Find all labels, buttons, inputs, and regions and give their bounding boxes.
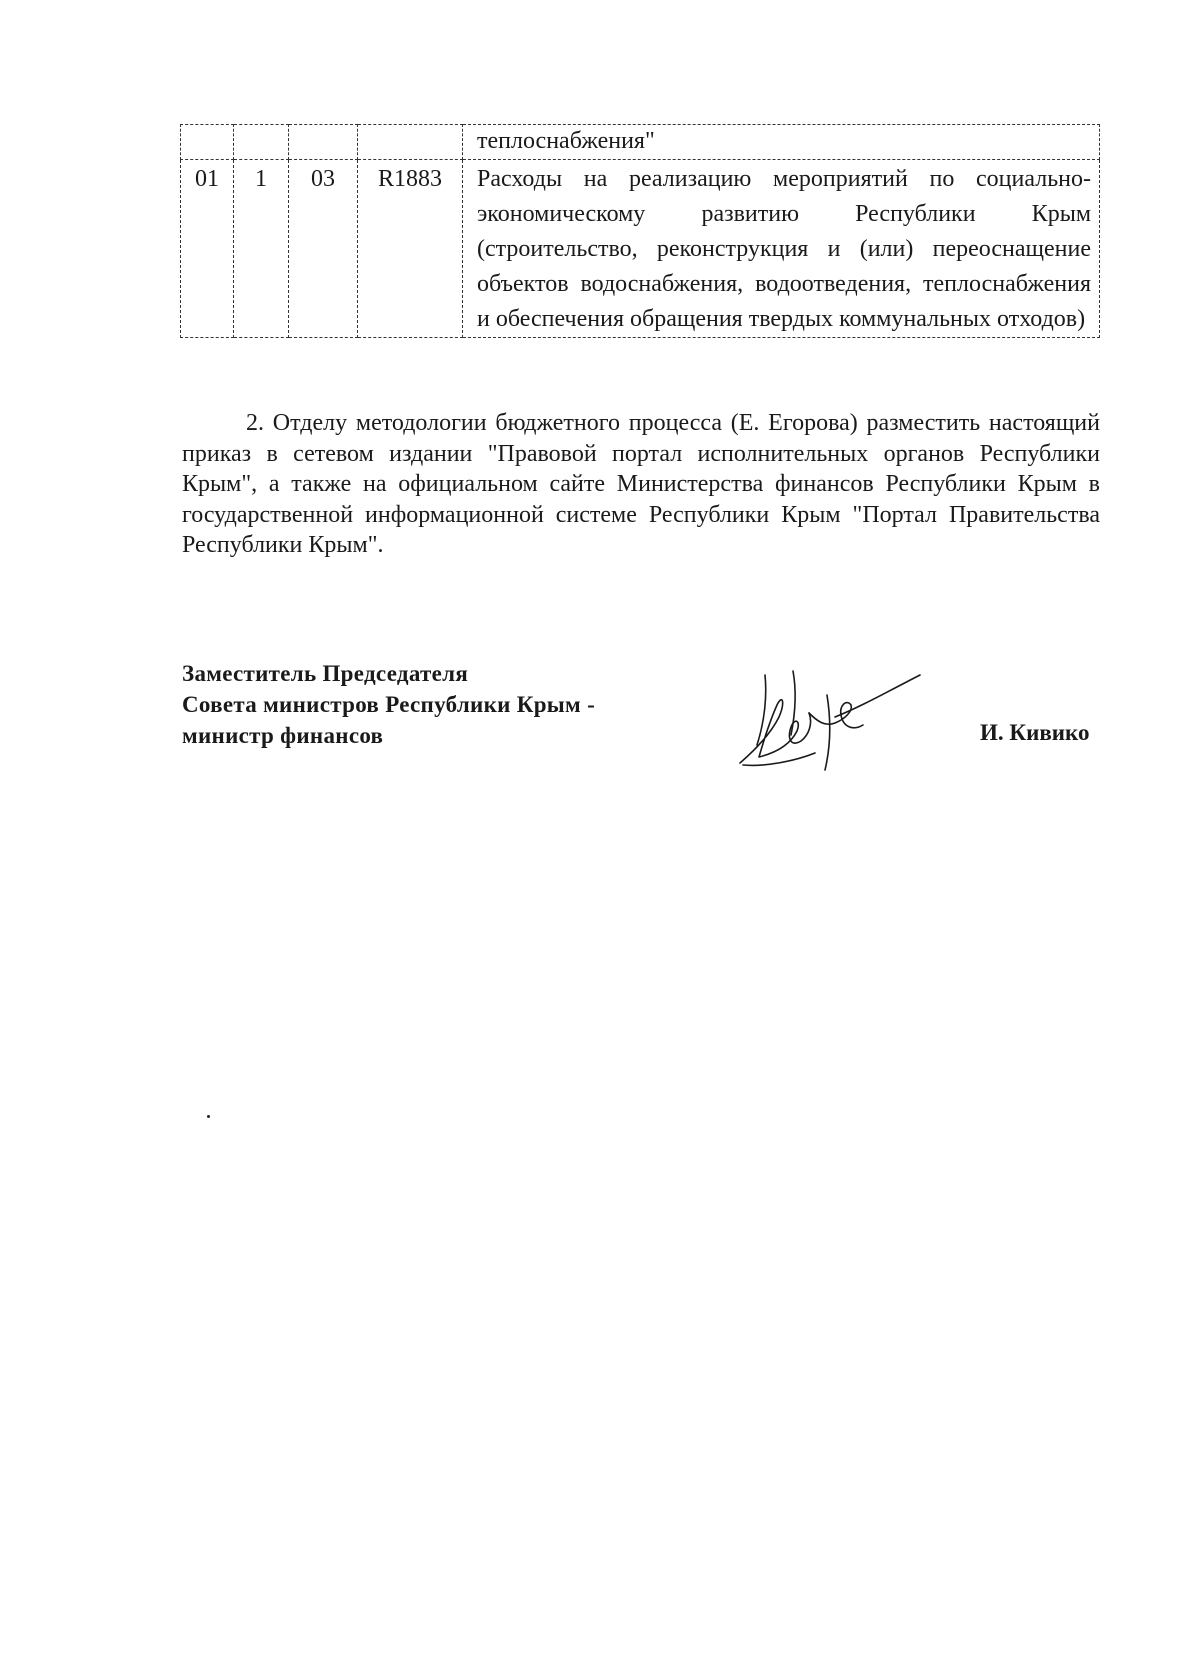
table-cell-direction-code: R1883: [358, 160, 463, 338]
table-cell-program: [181, 125, 234, 160]
signatory-position-line: Совета министров Республики Крым -: [182, 692, 596, 717]
signatory-position-line: Заместитель Председателя: [182, 661, 469, 686]
handwritten-signature: [735, 665, 925, 775]
table-cell-description: теплоснабжения": [463, 125, 1100, 160]
table-cell-subprogram: 1: [234, 160, 289, 338]
signatory-position-line: министр финансов: [182, 723, 384, 748]
table-cell-activity: [289, 125, 358, 160]
table-cell-subprogram: [234, 125, 289, 160]
signatory-position: [182, 658, 595, 751]
table-cell-direction-code: [358, 125, 463, 160]
budget-code-table: [180, 124, 1100, 338]
scan-speck: [207, 1115, 210, 1118]
table-cell-description: Расходы на реализацию мероприятий по социально-экономическому развитию Республики Крым (строительство, реконструкция и (или) переоснащение объектов водоснабжения, водоотведения, теплоснабжения и обеспечения обращения твердых коммунальных отходов): [463, 160, 1100, 338]
signatory-name: И. Кивико: [980, 720, 1090, 745]
table-cell-program: 01: [181, 160, 234, 338]
table-cell-activity: 03: [289, 160, 358, 338]
table-row: [181, 160, 1100, 338]
instruction-paragraph: 2. Отделу методологии бюджетного процесса (Е. Егорова) разместить настоящий приказ в сетевом издании "Правовой портал исполнительных органов Республики Крым", а также на официальном сайте Министерства финансов Республики Крым в государственной информационной системе Республики Крым "Портал Правительства Республики Крым".: [182, 410, 1100, 558]
table-row: [181, 125, 1100, 160]
